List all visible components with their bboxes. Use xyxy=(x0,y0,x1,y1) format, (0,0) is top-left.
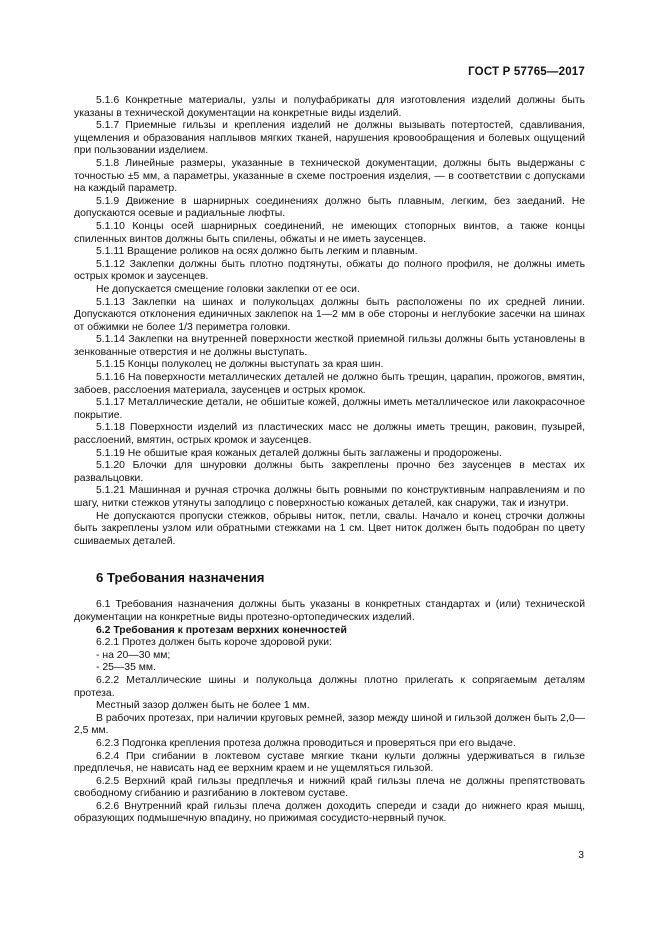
section-5-paragraph: 5.1.19 Не обшитые края кожаных деталей должны быть заглажены и продорожены. xyxy=(96,447,502,459)
section-5-paragraph: 5.1.10 Концы осей шарнирных соединений, не имеющих стопорных винтов, а также концы спиленных винтов должны быть спилены, обжаты и не иметь заусенцев. xyxy=(74,220,585,245)
clause-6-1: 6.1 Требования назначения должны быть указаны в конкретных стандартах и (или) технической документации на конкретные виды протезно-ортопедических изделий. xyxy=(74,599,585,623)
section-5-paragraph: 5.1.15 Концы полуколец не должны выступать за края шин. xyxy=(96,359,384,371)
section-6-2-paragraph: В рабочих протезах, при наличии круговых ремней, зазор между шиной и гильзой должен быть 2,0—2,5 мм. xyxy=(74,712,585,737)
section-5-paragraph: 5.1.13 Заклепки на шинах и полукольцах должны быть расположены по их средней линии. Допускаются отклонения единичных заклепок на 1—2 мм в обе стороны и неглубокие засечки на шинах от обжимки не более 1/3 периметра головки. xyxy=(74,296,585,333)
section-5-paragraph: 5.1.17 Металлические детали, не обшитые кожей, должны иметь металлическое или лакокрасочное покрытие. xyxy=(74,397,585,421)
section-5-paragraph: 5.1.21 Машинная и ручная строчка должны быть ровными по конструктивным направлениям и по шагу, нитки стежков утянуты заподлицо с поверхностью кожаных деталей, как снаружи, так и изнутри. xyxy=(74,485,585,509)
section-5-paragraph: 5.1.12 Заклепки должны быть плотно подтянуты, обжаты до полного профиля, не должны иметь острых кромок и заусенцев. xyxy=(74,258,585,283)
section-5-paragraph: 5.1.16 На поверхности металлических деталей не должно быть трещин, царапин, прожогов, вмятин, забоев, расслоения материала, заусенцев и острых кромок. xyxy=(74,372,585,396)
section-5-paragraph: 5.1.6 Конкретные материалы, узлы и полуфабрикаты для изготовления изделий должны быть указаны в технической документации на конкретные виды изделий. xyxy=(74,95,585,119)
section-6-2-clauses xyxy=(74,637,585,826)
section-6-2-paragraph: Местный зазор должен быть не более 1 мм. xyxy=(96,700,310,712)
section-5-paragraph: 5.1.14 Заклепки на внутренней поверхности жесткой приемной гильзы должны быть установлены в зенкованные отверстия и не должны выступать. xyxy=(74,334,585,358)
section-5-paragraph: 5.1.8 Линейные размеры, указанные в технической документации, должны быть выдержаны с точностью ±5 мм, а параметры, указанные в схеме построения изделия, — в соответствии с допусками на каждый параметр. xyxy=(74,157,585,195)
page-number: 3 xyxy=(578,850,584,861)
section-5-paragraph: Не допускаются пропуски стежков, обрывы ниток, петли, свалы. Начало и конец строчки должны быть закреплены узлом или обратными стежками на 1 см. Цвет ниток должен быть подобран по цвету сшиваемых деталей. xyxy=(74,510,585,547)
section-6-2-paragraph: - на 20—30 мм; xyxy=(96,649,171,661)
section-6-2-paragraph: - 25—35 мм. xyxy=(96,662,156,674)
document-body xyxy=(74,95,585,826)
section-5-paragraph: 5.1.11 Вращение роликов на осях должно быть легким и плавным. xyxy=(96,246,418,258)
section-5-clauses xyxy=(74,95,585,548)
section-5-paragraph: 5.1.7 Приемные гильзы и крепления изделий не должны вызывать потертостей, сдавливания, ущемления и образования наплывов мягких тканей, нарушения кровообращения и болевых ощущений при пользовании изделием. xyxy=(74,120,585,157)
section-6-2-paragraph: 6.2.5 Верхний край гильзы предплечья и нижний край гильзы плеча не должны препятствовать свободному сгибанию и разгибанию в локтевом суставе. xyxy=(74,775,585,800)
section-6-2-paragraph: 6.2.6 Внутренний край гильзы плеча должен доходить спереди и сзади до нижнего края мышц, образующих подмышечную впадину, но прижимая сосудисто-нервный пучок. xyxy=(74,800,585,825)
standard-header: ГОСТ Р 57765—2017 xyxy=(468,66,585,78)
subsection-6-2-title: 6.2 Требования к протезам верхних конечностей xyxy=(96,624,347,636)
section-6-2-paragraph: 6.2.2 Металлические шины и полукольца должны плотно прилегать к сопрягаемым деталям протеза. xyxy=(74,674,585,699)
section-6-2-paragraph: 6.2.1 Протез должен быть короче здоровой руки: xyxy=(96,637,332,649)
section-6-title: 6 Требования назначения xyxy=(96,570,265,586)
section-6-2-paragraph: 6.2.4 При сгибании в локтевом суставе мягкие ткани культи должны удерживаться в гильзе предплечья, не нависать над ее верхним краем и не ущемляться гильзой. xyxy=(74,750,585,775)
section-5-paragraph: Не допускается смещение головки заклепки от ее оси. xyxy=(96,283,360,295)
section-5-paragraph: 5.1.20 Блочки для шнуровки должны быть закреплены прочно без заусенцев в местах их развальцовки. xyxy=(74,460,585,484)
section-5-paragraph: 5.1.18 Поверхности изделий из пластических масс не должны иметь трещин, раковин, пузырей, расслоений, вмятин, острых кромок и заусенцев. xyxy=(74,422,585,447)
section-5-paragraph: 5.1.9 Движение в шарнирных соединениях должно быть плавным, легким, без заеданий. Не допускаются осевые и радиальные люфты. xyxy=(74,195,585,220)
section-6-2-paragraph: 6.2.3 Подгонка крепления протеза должна проводиться и проверяться при его выдаче. xyxy=(96,737,516,749)
